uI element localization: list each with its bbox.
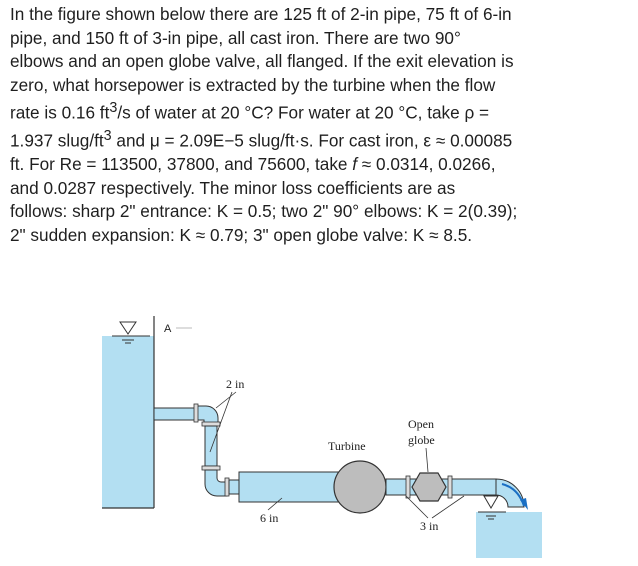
text-run: ≈ 0.0314, 0.0266, (357, 154, 496, 175)
elbow-lower (205, 470, 227, 496)
problem-line-10: 2" sudden expansion: K ≈ 0.79; 3" open globe valve: K ≈ 8.5. (10, 224, 473, 245)
pipe-6in (239, 472, 339, 502)
label-3in: 3 in (420, 519, 439, 533)
text-run: /s of water at 20 °C? For water at 20 °C, take ρ = (117, 102, 490, 123)
flange (202, 466, 220, 470)
upper-reservoir (102, 336, 154, 508)
flange (202, 422, 220, 426)
leader-globe (426, 448, 428, 472)
pipe-2in-vertical (205, 426, 217, 466)
flange (406, 476, 410, 498)
problem-line-4: zero, what horsepower is extracted by the turbine when the flow (10, 74, 496, 95)
leader-2in (216, 392, 236, 408)
friction-factor-symbol: f (352, 154, 358, 175)
pipe-2in-horizontal (154, 408, 198, 420)
problem-line-6 (10, 125, 634, 153)
problem-statement (10, 3, 634, 247)
text-run: ft. For Re = 113500, 37800, and 75600, take (10, 154, 353, 175)
turbine (334, 461, 386, 513)
problem-line-1: In the figure shown below there are 125 ft of 2-in pipe, 75 ft of 6-in (10, 4, 512, 24)
superscript: 3 (109, 100, 118, 116)
elbow-upper (196, 406, 218, 424)
flange (225, 478, 229, 496)
problem-line-2: pipe, and 150 ft of 3-in pipe, all cast iron. There are two 90° (10, 27, 461, 48)
label-2in: 2 in (226, 377, 245, 391)
label-globe: globe (408, 433, 435, 447)
problem-line-9: follows: sharp 2" entrance: K = 0.5; two 2" 90° elbows: K = 2(0.39); (10, 201, 518, 222)
label-turbine: Turbine (328, 439, 366, 453)
pipe-2in-short (229, 480, 239, 494)
text-run: 1.937 slug/ft (10, 130, 104, 151)
text-run: rate is 0.16 ft (10, 102, 110, 123)
point-A-label: A (164, 323, 172, 335)
superscript: 3 (103, 128, 112, 145)
free-surface-icon (484, 496, 498, 508)
problem-line-3: elbows and an open globe valve, all flanged. If the exit elevation is (10, 51, 514, 71)
exit-bend (496, 479, 524, 507)
free-surface-icon (120, 322, 136, 334)
problem-line-7 (10, 153, 634, 177)
label-open: Open (408, 417, 434, 431)
problem-line-5 (10, 97, 634, 125)
pipe-system-figure (92, 312, 552, 562)
text-run: and μ = 2.09E−5 slug/ft·s. For cast iron, ε ≈ 0.00085 (111, 130, 513, 151)
problem-line-8: and 0.0287 respectively. The minor loss coefficients are as (10, 177, 456, 198)
lower-reservoir (476, 512, 542, 558)
globe-valve (412, 473, 446, 501)
flange (448, 476, 452, 498)
label-6in: 6 in (260, 511, 279, 525)
flange (194, 404, 198, 422)
